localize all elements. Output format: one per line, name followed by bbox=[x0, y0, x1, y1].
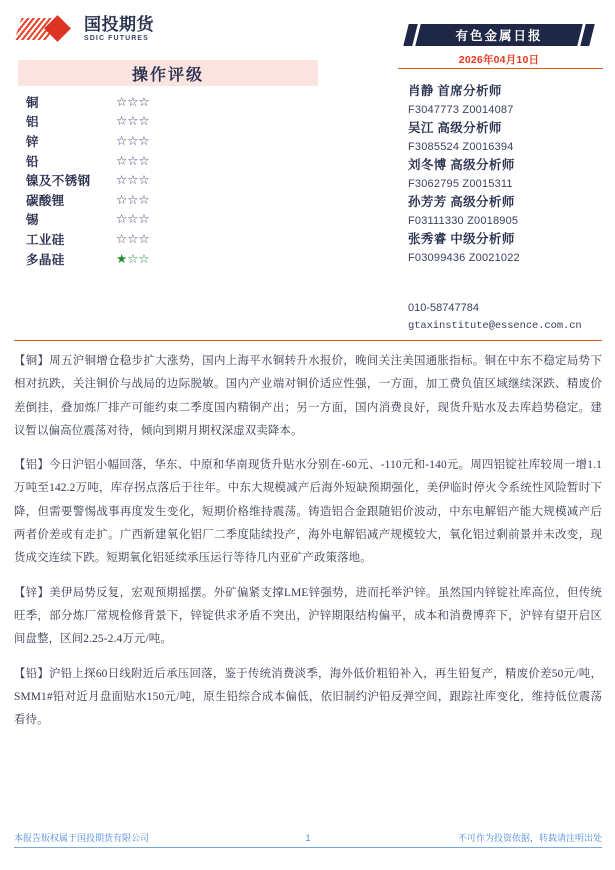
rating-stars: ☆☆☆ bbox=[116, 192, 150, 207]
report-footer bbox=[14, 831, 602, 844]
report-type-banner bbox=[406, 24, 592, 46]
rating-metal-name: 工业硅 bbox=[26, 232, 65, 247]
rating-metal-name: 锌 bbox=[26, 134, 39, 149]
footer-page-number: 1 bbox=[305, 832, 311, 843]
rating-stars: ☆☆☆ bbox=[116, 231, 150, 246]
paragraph-lead: 【铅】沪铅上探60日线附近后承压回落，鉴于传统消费淡季，海外低价粗铅补入，再生铅复产，精废价差50元/吨，SMM1#铅对近月盘面贴水150元/吨，原生铅综合成本偏低，依旧制约沪铅反弹空间，跟踪社库变化，维持低位震荡看待。 bbox=[14, 667, 602, 727]
rating-stars: ☆☆☆ bbox=[116, 94, 150, 109]
contact-block bbox=[408, 300, 615, 336]
analyst-name: 吴江 高级分析师 bbox=[408, 121, 502, 135]
rating-list bbox=[26, 92, 326, 268]
analyst-license-code: F3085524 Z0016394 bbox=[408, 141, 514, 153]
analyst-license-code: F03111330 Z0018905 bbox=[408, 215, 519, 227]
rating-metal-name: 多晶硅 bbox=[26, 252, 65, 267]
rating-metal-name: 铜 bbox=[26, 95, 39, 110]
rating-metal-name: 铅 bbox=[26, 154, 39, 169]
rating-stars: ☆☆☆ bbox=[116, 133, 150, 148]
rating-panel-title-text: 操作评级 bbox=[131, 66, 204, 84]
rating-metal-name: 锡 bbox=[26, 213, 39, 228]
report-body bbox=[14, 350, 602, 743]
rating-row bbox=[26, 151, 326, 171]
analyst-name: 肖静 首席分析师 bbox=[408, 84, 502, 98]
rating-row bbox=[26, 92, 326, 112]
paragraph-copper: 【铜】周五沪铜增仓稳步扩大涨势，国内上海平水铜转升水报价，晚间关注美国通胀指标。铜在中东不稳定局势下相对抗跌，关注铜价与战局的边际脱敏。国内产业端对铜价适应性强，一方面，加工费负值区域继续深跌、精废价差倒挂，叠加炼厂排产可能约束二季度国内精铜产出；另一方面，国内消费良好，现货升贴水及去库趋势稳定。建议暂以偏高位震荡对待，倾向到期月期权深虚双卖降本。 bbox=[14, 355, 602, 437]
logo-chinese-name: 国投期货 bbox=[84, 15, 154, 34]
rating-metal-name: 铝 bbox=[26, 115, 39, 130]
analyst-license-code: F3047773 Z0014087 bbox=[408, 104, 514, 116]
contact-email[interactable]: gtaxinstitute@essence.com.cn bbox=[408, 320, 582, 332]
contact-phone[interactable]: 010-58747784 bbox=[408, 302, 479, 314]
header-divider bbox=[14, 340, 602, 341]
report-title: 有色金属日报 bbox=[455, 29, 543, 43]
rating-row bbox=[26, 210, 326, 230]
rating-row bbox=[26, 190, 326, 210]
rating-row bbox=[26, 170, 326, 190]
analyst-name: 张秀睿 中级分析师 bbox=[408, 232, 515, 246]
analyst-name: 刘冬博 高级分析师 bbox=[408, 158, 515, 172]
rating-panel-title bbox=[18, 60, 318, 86]
company-logo bbox=[18, 16, 154, 42]
paragraph-aluminum: 【铝】今日沪铝小幅回落，华东、中原和华南现货升贴水分别在-60元、-110元和-140元。周四铝锭社库较周一增1.1万吨至142.2万吨，库存拐点落后于往年。中东大规模减产后海外短缺预期强化，美伊临时停火令系统性风险暂时下降，但需要警惕战事再度发生变化，短期价格维持震荡。铸造铝合金跟随铝价波动，中东电解铝产能大规模减产后两者价差或有走扩。广西新建氧化铝厂二季度陆续投产，海外电解铝减产规模较大，氧化铝过剩前景并未改变，现货成交连续下跌。短期氧化铝延续承压运行等待几内亚矿产政策落地。 bbox=[14, 459, 602, 565]
rating-stars: ☆☆☆ bbox=[116, 153, 150, 168]
rating-metal-name: 碳酸锂 bbox=[26, 193, 65, 208]
footer-copyright: 本报告版权属于国投期货有限公司 bbox=[14, 833, 150, 843]
rating-stars: ☆☆☆ bbox=[116, 114, 150, 129]
rating-stars: ☆☆☆ bbox=[116, 173, 150, 188]
date-divider bbox=[398, 68, 603, 69]
logo-wordmark bbox=[84, 16, 154, 42]
rating-metal-name: 镍及不锈钢 bbox=[26, 174, 91, 189]
paragraph-zinc: 【锌】美伊局势反复，宏观预期摇摆。外矿偏紧支撑LME锌强势，进而托举沪锌。虽然国内锌锭社库高位，但传统旺季，部分炼厂常规检修背景下，锌锭供求矛盾不突出，沪锌期限结构偏平，成本和消费博弈下，沪锌有望开启区间盘整，区间2.25-2.4万元/吨。 bbox=[14, 586, 602, 646]
rating-row bbox=[26, 112, 326, 132]
analyst-license-code: F03099436 Z0021022 bbox=[408, 252, 520, 264]
rating-stars: ★☆☆ bbox=[116, 251, 150, 266]
rating-row bbox=[26, 249, 326, 269]
analyst-list bbox=[408, 82, 608, 267]
analyst-license-code: F3062795 Z0015311 bbox=[408, 178, 513, 190]
analyst-name: 孙芳芳 高级分析师 bbox=[408, 195, 515, 209]
logo-english-name: SDIC FUTURES bbox=[84, 35, 149, 42]
rating-stars: ☆☆☆ bbox=[116, 212, 150, 227]
report-date: 2026年04月10日 bbox=[458, 54, 540, 66]
footer-disclaimer: 不可作为投资依据，转载请注明出处 bbox=[457, 833, 602, 843]
report-header bbox=[0, 0, 615, 330]
rating-row bbox=[26, 131, 326, 151]
footer-divider bbox=[14, 847, 602, 848]
rating-row bbox=[26, 229, 326, 249]
logo-mark-icon bbox=[18, 16, 78, 42]
